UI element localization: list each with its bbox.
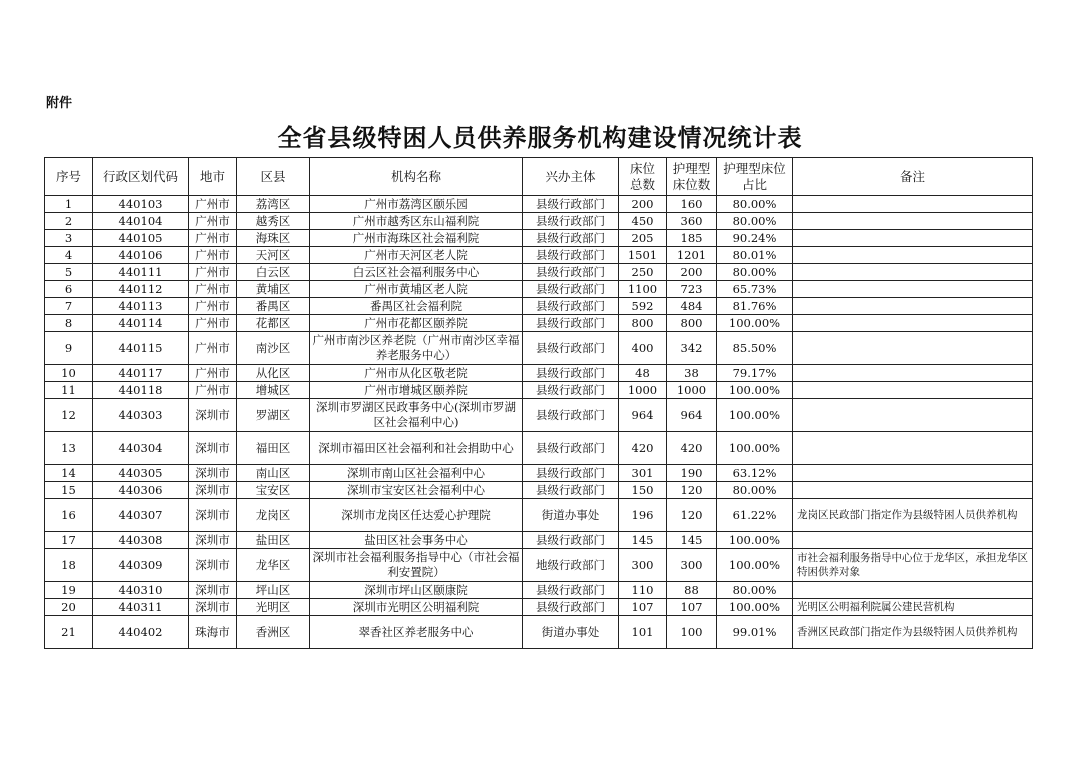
table-row [45, 616, 1033, 649]
cell-beds: 196 [619, 499, 667, 532]
page-title: 全省县级特困人员供养服务机构建设情况统计表 [277, 123, 803, 152]
cell-ratio: 81.76% [717, 298, 793, 315]
header-beds: 床位 总数 [619, 158, 667, 196]
cell-name: 深圳市宝安区社会福利中心 [310, 482, 523, 499]
cell-name: 深圳市社会福利服务指导中心（市社会福利安置院） [310, 549, 523, 582]
cell-district: 海珠区 [237, 230, 310, 247]
cell-host: 县级行政部门 [523, 432, 619, 465]
cell-name: 深圳市坪山区颐康院 [310, 582, 523, 599]
cell-ratio: 100.00% [717, 549, 793, 582]
cell-name: 深圳市光明区公明福利院 [310, 599, 523, 616]
cell-district: 龙岗区 [237, 499, 310, 532]
cell-name: 广州市海珠区社会福利院 [310, 230, 523, 247]
cell-name: 深圳市龙岗区任达爱心护理院 [310, 499, 523, 532]
cell-district: 越秀区 [237, 213, 310, 230]
cell-ratio: 80.01% [717, 247, 793, 264]
statistics-table [44, 157, 1033, 649]
cell-code: 440303 [93, 399, 189, 432]
cell-name: 白云区社会福利服务中心 [310, 264, 523, 281]
cell-district: 香洲区 [237, 616, 310, 649]
cell-code: 440307 [93, 499, 189, 532]
cell-beds: 301 [619, 465, 667, 482]
cell-remark [793, 465, 1033, 482]
table-row [45, 315, 1033, 332]
cell-district: 花都区 [237, 315, 310, 332]
cell-ratio: 63.12% [717, 465, 793, 482]
cell-ratio: 100.00% [717, 432, 793, 465]
header-seq: 序号 [45, 158, 93, 196]
cell-remark [793, 332, 1033, 365]
cell-name: 深圳市南山区社会福利中心 [310, 465, 523, 482]
cell-ratio: 100.00% [717, 532, 793, 549]
cell-seq: 21 [45, 616, 93, 649]
cell-code: 440103 [93, 196, 189, 213]
cell-city: 广州市 [189, 264, 237, 281]
cell-seq: 9 [45, 332, 93, 365]
table-row [45, 482, 1033, 499]
cell-district: 南山区 [237, 465, 310, 482]
cell-nursing-beds: 420 [667, 432, 717, 465]
cell-code: 440306 [93, 482, 189, 499]
cell-city: 广州市 [189, 365, 237, 382]
cell-ratio: 80.00% [717, 582, 793, 599]
cell-name: 广州市花都区颐养院 [310, 315, 523, 332]
cell-ratio: 80.00% [717, 482, 793, 499]
cell-nursing-beds: 1000 [667, 382, 717, 399]
cell-city: 广州市 [189, 213, 237, 230]
cell-district: 罗湖区 [237, 399, 310, 432]
cell-host: 县级行政部门 [523, 298, 619, 315]
cell-beds: 592 [619, 298, 667, 315]
cell-name: 广州市荔湾区颐乐园 [310, 196, 523, 213]
table-row [45, 399, 1033, 432]
cell-ratio: 99.01% [717, 616, 793, 649]
header-district: 区县 [237, 158, 310, 196]
table-row [45, 264, 1033, 281]
cell-district: 白云区 [237, 264, 310, 281]
cell-beds: 250 [619, 264, 667, 281]
cell-remark [793, 281, 1033, 298]
cell-host: 县级行政部门 [523, 382, 619, 399]
cell-code: 440311 [93, 599, 189, 616]
cell-seq: 4 [45, 247, 93, 264]
table-row [45, 332, 1033, 365]
cell-host: 街道办事处 [523, 499, 619, 532]
cell-nursing-beds: 342 [667, 332, 717, 365]
table-row [45, 196, 1033, 213]
cell-remark: 市社会福利服务指导中心位于龙华区，承担龙华区特困供养对象 [793, 549, 1033, 582]
cell-remark [793, 382, 1033, 399]
cell-name: 番禺区社会福利院 [310, 298, 523, 315]
cell-district: 荔湾区 [237, 196, 310, 213]
cell-beds: 450 [619, 213, 667, 230]
cell-seq: 3 [45, 230, 93, 247]
cell-host: 县级行政部门 [523, 599, 619, 616]
cell-beds: 420 [619, 432, 667, 465]
cell-code: 440113 [93, 298, 189, 315]
cell-city: 广州市 [189, 196, 237, 213]
cell-nursing-beds: 200 [667, 264, 717, 281]
cell-name: 广州市增城区颐养院 [310, 382, 523, 399]
cell-code: 440402 [93, 616, 189, 649]
cell-nursing-beds: 120 [667, 499, 717, 532]
cell-beds: 48 [619, 365, 667, 382]
cell-district: 南沙区 [237, 332, 310, 365]
cell-remark [793, 213, 1033, 230]
cell-seq: 12 [45, 399, 93, 432]
cell-nursing-beds: 300 [667, 549, 717, 582]
table-row [45, 230, 1033, 247]
table-row [45, 247, 1033, 264]
cell-nursing-beds: 964 [667, 399, 717, 432]
cell-remark: 龙岗区民政部门指定作为县级特困人员供养机构 [793, 499, 1033, 532]
cell-ratio: 80.00% [717, 196, 793, 213]
cell-beds: 101 [619, 616, 667, 649]
header-ratio: 护理型床位 占比 [717, 158, 793, 196]
cell-host: 县级行政部门 [523, 281, 619, 298]
cell-ratio: 61.22% [717, 499, 793, 532]
cell-code: 440111 [93, 264, 189, 281]
cell-district: 黄埔区 [237, 281, 310, 298]
cell-host: 县级行政部门 [523, 582, 619, 599]
table-row [45, 382, 1033, 399]
table-row [45, 465, 1033, 482]
cell-code: 440305 [93, 465, 189, 482]
cell-code: 440117 [93, 365, 189, 382]
cell-host: 县级行政部门 [523, 332, 619, 365]
cell-city: 广州市 [189, 315, 237, 332]
cell-code: 440104 [93, 213, 189, 230]
cell-name: 广州市南沙区养老院（广州市南沙区幸福养老服务中心） [310, 332, 523, 365]
cell-remark [793, 482, 1033, 499]
header-host: 兴办主体 [523, 158, 619, 196]
cell-remark [793, 532, 1033, 549]
cell-seq: 19 [45, 582, 93, 599]
cell-city: 深圳市 [189, 549, 237, 582]
cell-nursing-beds: 38 [667, 365, 717, 382]
cell-ratio: 79.17% [717, 365, 793, 382]
cell-city: 广州市 [189, 281, 237, 298]
cell-district: 福田区 [237, 432, 310, 465]
table-row [45, 599, 1033, 616]
cell-name: 广州市从化区敬老院 [310, 365, 523, 382]
cell-beds: 1501 [619, 247, 667, 264]
cell-ratio: 100.00% [717, 315, 793, 332]
cell-beds: 110 [619, 582, 667, 599]
cell-city: 广州市 [189, 230, 237, 247]
cell-city: 深圳市 [189, 599, 237, 616]
cell-district: 从化区 [237, 365, 310, 382]
cell-nursing-beds: 145 [667, 532, 717, 549]
cell-seq: 1 [45, 196, 93, 213]
cell-code: 440118 [93, 382, 189, 399]
table-row [45, 432, 1033, 465]
cell-name: 广州市越秀区东山福利院 [310, 213, 523, 230]
cell-nursing-beds: 360 [667, 213, 717, 230]
cell-nursing-beds: 160 [667, 196, 717, 213]
cell-beds: 400 [619, 332, 667, 365]
attachment-label: 附件 [46, 96, 73, 111]
cell-seq: 5 [45, 264, 93, 281]
cell-host: 县级行政部门 [523, 365, 619, 382]
cell-district: 坪山区 [237, 582, 310, 599]
cell-ratio: 100.00% [717, 399, 793, 432]
cell-beds: 107 [619, 599, 667, 616]
cell-city: 深圳市 [189, 432, 237, 465]
table-row [45, 499, 1033, 532]
cell-nursing-beds: 120 [667, 482, 717, 499]
cell-city: 深圳市 [189, 499, 237, 532]
cell-host: 县级行政部门 [523, 315, 619, 332]
cell-code: 440106 [93, 247, 189, 264]
cell-ratio: 80.00% [717, 264, 793, 281]
cell-beds: 150 [619, 482, 667, 499]
table-row [45, 365, 1033, 382]
cell-ratio: 90.24% [717, 230, 793, 247]
cell-beds: 1100 [619, 281, 667, 298]
cell-remark [793, 365, 1033, 382]
cell-remark [793, 582, 1033, 599]
cell-beds: 200 [619, 196, 667, 213]
cell-remark: 光明区公明福利院属公建民营机构 [793, 599, 1033, 616]
table-row [45, 213, 1033, 230]
cell-seq: 11 [45, 382, 93, 399]
cell-nursing-beds: 185 [667, 230, 717, 247]
cell-code: 440304 [93, 432, 189, 465]
cell-city: 深圳市 [189, 399, 237, 432]
cell-district: 天河区 [237, 247, 310, 264]
cell-district: 宝安区 [237, 482, 310, 499]
cell-city: 深圳市 [189, 582, 237, 599]
cell-seq: 17 [45, 532, 93, 549]
cell-host: 县级行政部门 [523, 213, 619, 230]
cell-district: 龙华区 [237, 549, 310, 582]
cell-remark [793, 247, 1033, 264]
cell-seq: 7 [45, 298, 93, 315]
cell-host: 县级行政部门 [523, 482, 619, 499]
cell-city: 广州市 [189, 332, 237, 365]
cell-nursing-beds: 190 [667, 465, 717, 482]
table-header-row [45, 158, 1033, 196]
cell-name: 深圳市罗湖区民政事务中心(深圳市罗湖区社会福利中心) [310, 399, 523, 432]
cell-ratio: 65.73% [717, 281, 793, 298]
cell-city: 广州市 [189, 247, 237, 264]
cell-beds: 205 [619, 230, 667, 247]
cell-beds: 800 [619, 315, 667, 332]
cell-city: 深圳市 [189, 482, 237, 499]
cell-seq: 13 [45, 432, 93, 465]
table-row [45, 281, 1033, 298]
cell-seq: 15 [45, 482, 93, 499]
cell-ratio: 100.00% [717, 599, 793, 616]
cell-ratio: 100.00% [717, 382, 793, 399]
cell-code: 440115 [93, 332, 189, 365]
cell-code: 440114 [93, 315, 189, 332]
cell-seq: 20 [45, 599, 93, 616]
table-row [45, 549, 1033, 582]
cell-host: 县级行政部门 [523, 532, 619, 549]
cell-beds: 964 [619, 399, 667, 432]
cell-city: 深圳市 [189, 465, 237, 482]
cell-district: 盐田区 [237, 532, 310, 549]
cell-code: 440105 [93, 230, 189, 247]
header-code: 行政区划代码 [93, 158, 189, 196]
table-row [45, 582, 1033, 599]
cell-remark [793, 196, 1033, 213]
cell-remark [793, 230, 1033, 247]
cell-host: 县级行政部门 [523, 465, 619, 482]
cell-seq: 18 [45, 549, 93, 582]
cell-nursing-beds: 484 [667, 298, 717, 315]
cell-host: 县级行政部门 [523, 230, 619, 247]
cell-host: 地级行政部门 [523, 549, 619, 582]
cell-beds: 145 [619, 532, 667, 549]
cell-code: 440310 [93, 582, 189, 599]
cell-remark [793, 298, 1033, 315]
cell-city: 广州市 [189, 382, 237, 399]
cell-city: 珠海市 [189, 616, 237, 649]
cell-seq: 2 [45, 213, 93, 230]
cell-seq: 10 [45, 365, 93, 382]
cell-district: 番禺区 [237, 298, 310, 315]
cell-seq: 14 [45, 465, 93, 482]
header-name: 机构名称 [310, 158, 523, 196]
cell-name: 深圳市福田区社会福利和社会捐助中心 [310, 432, 523, 465]
cell-name: 广州市天河区老人院 [310, 247, 523, 264]
cell-name: 翠香社区养老服务中心 [310, 616, 523, 649]
cell-nursing-beds: 1201 [667, 247, 717, 264]
cell-beds: 300 [619, 549, 667, 582]
cell-remark [793, 432, 1033, 465]
cell-seq: 8 [45, 315, 93, 332]
cell-name: 盐田区社会事务中心 [310, 532, 523, 549]
cell-city: 广州市 [189, 298, 237, 315]
cell-nursing-beds: 100 [667, 616, 717, 649]
cell-host: 县级行政部门 [523, 196, 619, 213]
header-remark: 备注 [793, 158, 1033, 196]
cell-seq: 6 [45, 281, 93, 298]
cell-nursing-beds: 88 [667, 582, 717, 599]
cell-seq: 16 [45, 499, 93, 532]
cell-host: 街道办事处 [523, 616, 619, 649]
table-row [45, 532, 1033, 549]
cell-code: 440112 [93, 281, 189, 298]
cell-beds: 1000 [619, 382, 667, 399]
header-city: 地市 [189, 158, 237, 196]
cell-remark [793, 315, 1033, 332]
cell-city: 深圳市 [189, 532, 237, 549]
cell-district: 增城区 [237, 382, 310, 399]
cell-nursing-beds: 107 [667, 599, 717, 616]
cell-ratio: 85.50% [717, 332, 793, 365]
cell-nursing-beds: 800 [667, 315, 717, 332]
cell-host: 县级行政部门 [523, 264, 619, 281]
cell-nursing-beds: 723 [667, 281, 717, 298]
cell-remark [793, 264, 1033, 281]
cell-ratio: 80.00% [717, 213, 793, 230]
cell-host: 县级行政部门 [523, 247, 619, 264]
cell-code: 440308 [93, 532, 189, 549]
cell-remark: 香洲区民政部门指定作为县级特困人员供养机构 [793, 616, 1033, 649]
cell-remark [793, 399, 1033, 432]
table-row [45, 298, 1033, 315]
cell-host: 县级行政部门 [523, 399, 619, 432]
cell-district: 光明区 [237, 599, 310, 616]
cell-name: 广州市黄埔区老人院 [310, 281, 523, 298]
header-nursing-beds: 护理型 床位数 [667, 158, 717, 196]
cell-code: 440309 [93, 549, 189, 582]
